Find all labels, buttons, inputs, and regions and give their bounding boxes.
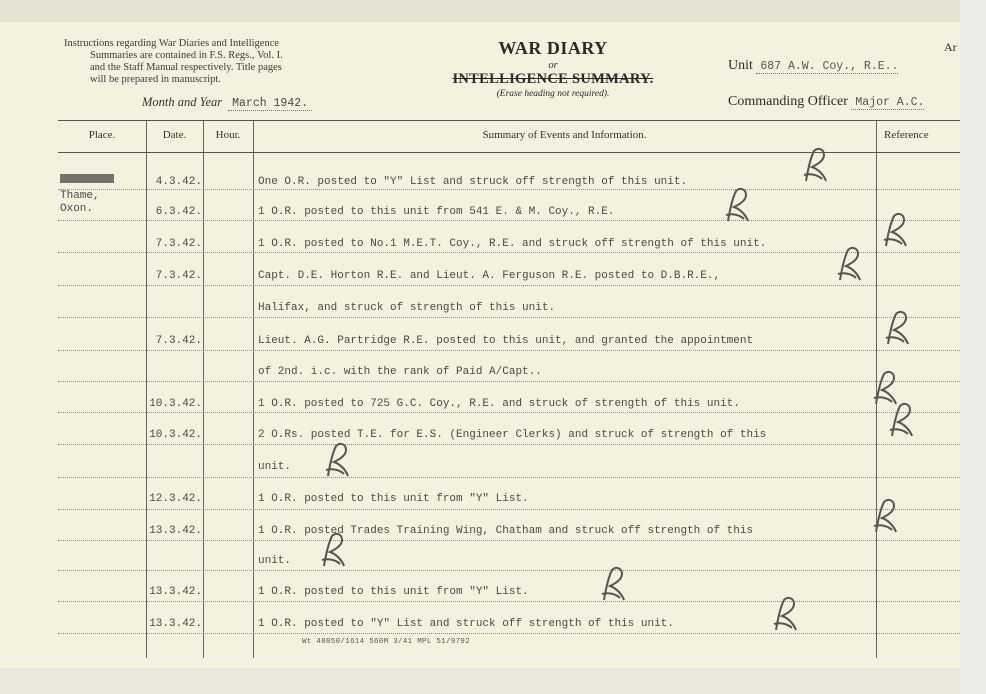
entry-text: Lieut. A.G. Partridge R.E. posted to this unit, and granted the appointment: [258, 335, 754, 347]
title-war-diary: WAR DIARY: [498, 38, 608, 58]
row-rule: [58, 477, 960, 478]
handwritten-initials: [322, 440, 352, 480]
row-rule: [58, 412, 960, 413]
handwritten-initials: [598, 564, 628, 604]
column-header-reference: Reference: [884, 129, 929, 141]
corner-text: Ar: [944, 40, 957, 54]
handwritten-initials: [882, 308, 912, 348]
entry-text: 1 O.R. posted to this unit from "Y" List.: [258, 586, 529, 598]
page-top-shade: [0, 0, 960, 22]
row-rule: [58, 570, 960, 571]
column-divider: [253, 120, 254, 658]
entry-text: 1 O.R. posted to No.1 M.E.T. Coy., R.E. and struck off strength of this unit.: [258, 238, 767, 250]
entry-text: Capt. D.E. Horton R.E. and Lieut. A. Ferguson R.E. posted to D.B.R.E.,: [258, 270, 721, 282]
row-rule: [58, 220, 960, 221]
row-rule: [58, 285, 960, 286]
form-print-code: Wt 48850/1614 560M 3/41 MPL 51/9792: [302, 638, 471, 646]
column-divider: [146, 120, 147, 658]
entry-text: 1 O.R. posted Trades Training Wing, Chatham and struck off strength of this: [258, 525, 754, 537]
handwritten-initials: [834, 244, 864, 284]
handwritten-initials: [770, 594, 800, 634]
date-cell: 10.3.42.: [149, 398, 202, 410]
commanding-officer-value: Major A.C.: [851, 96, 924, 110]
row-rule: [58, 633, 960, 634]
instructions-block: [64, 38, 374, 86]
entry-text: 1 O.R. posted to "Y" List and struck off strength of this unit.: [258, 618, 674, 630]
handwritten-initials: [886, 400, 916, 440]
row-rule: [58, 189, 960, 190]
instructions-line: Instructions regarding War Diaries and Intelligence: [64, 38, 280, 49]
handwritten-initials: [722, 185, 752, 225]
unit-label: Unit: [728, 58, 753, 73]
date-cell: 13.3.42.: [149, 525, 202, 537]
title-intelligence-summary-struck: INTELLIGENCE SUMMARY.: [452, 71, 654, 87]
place-cell: Thame,: [60, 190, 100, 202]
instructions-line: and the Staff Manual respectively. Title pages: [90, 62, 282, 73]
unit-field: [728, 58, 898, 74]
month-year-field: [142, 95, 312, 110]
entry-text: unit.: [258, 555, 292, 567]
column-header-hour: Hour.: [215, 129, 241, 141]
row-rule: [58, 509, 960, 510]
instructions-line: will be prepared in manuscript.: [90, 74, 221, 85]
instructions-line: Summaries are contained in F.S. Regs., Vol. I.: [90, 50, 283, 61]
entry-text: One O.R. posted to "Y" List and struck off strength of this unit.: [258, 176, 688, 188]
entry-text: unit.: [258, 461, 292, 473]
entry-text: of 2nd. i.c. with the rank of Paid A/Capt..: [258, 366, 542, 378]
table-top-rule: [58, 120, 960, 121]
handwritten-initials: [880, 210, 910, 250]
entry-text: 1 O.R. posted to this unit from 541 E. & M. Coy., R.E.: [258, 206, 615, 218]
place-cell: Oxon.: [60, 203, 94, 215]
page-bottom-shade: [0, 668, 960, 694]
column-header-summary: Summary of Events and Information.: [482, 129, 647, 141]
row-rule: [58, 381, 960, 382]
date-cell: 6.3.42.: [155, 206, 202, 218]
date-cell: 13.3.42.: [149, 618, 202, 630]
row-rule: [58, 317, 960, 318]
row-rule: [58, 601, 960, 602]
entry-text: 2 O.Rs. posted T.E. for E.S. (Engineer Clerks) and struck of strength of this: [258, 429, 767, 441]
column-header-date: Date.: [162, 129, 187, 141]
handwritten-initials: [870, 496, 900, 536]
date-cell: 13.3.42.: [149, 586, 202, 598]
row-rule: [58, 444, 960, 445]
month-year-value: March 1942.: [228, 97, 312, 111]
form-title: [418, 38, 688, 99]
unit-value: 687 A.W. Coy., R.E..: [756, 60, 898, 74]
date-cell: 7.3.42.: [155, 238, 202, 250]
title-erase-note: (Erase heading not required).: [496, 89, 610, 99]
entry-text: 1 O.R. posted to 725 G.C. Coy., R.E. and struck of strength of this unit.: [258, 398, 740, 410]
handwritten-initials: [800, 145, 830, 185]
row-rule: [58, 252, 960, 253]
month-year-label: Month and Year: [142, 95, 223, 109]
commanding-officer-field: [728, 94, 924, 110]
redaction-mark: [60, 174, 114, 183]
column-divider: [203, 120, 204, 658]
date-cell: 10.3.42.: [149, 429, 202, 441]
date-cell: 12.3.42.: [149, 493, 202, 505]
row-rule: [58, 350, 960, 351]
entry-text: Halifax, and struck of strength of this unit.: [258, 302, 556, 314]
column-header-place: Place.: [88, 129, 116, 141]
viewer-margin: [960, 0, 986, 694]
date-cell: 7.3.42.: [155, 335, 202, 347]
title-or: or: [548, 60, 558, 71]
row-rule: [58, 540, 960, 541]
handwritten-initials: [318, 530, 348, 570]
date-cell: 4.3.42.: [155, 176, 202, 188]
entry-text: 1 O.R. posted to this unit from "Y" List.: [258, 493, 529, 505]
commanding-officer-label: Commanding Officer: [728, 94, 848, 109]
date-cell: 7.3.42.: [155, 270, 202, 282]
